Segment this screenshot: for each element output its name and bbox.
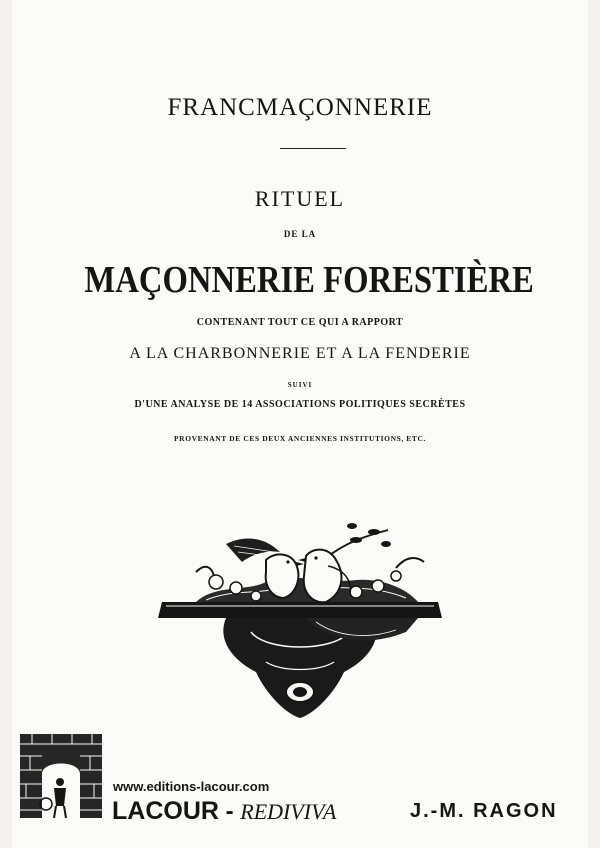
- publisher-name: [112, 797, 336, 826]
- analyse-line: D'UNE ANALYSE DE 14 ASSOCIATIONS POLITIQUES SECRÈTES: [134, 399, 466, 410]
- charbonnerie-line: A LA CHARBONNERIE ET A LA FENDERIE: [129, 345, 471, 362]
- publisher-dash: -: [218, 798, 241, 825]
- publisher-logo-archway: [18, 730, 104, 820]
- series-title: FRANCMAÇONNERIE: [167, 94, 433, 121]
- publisher-rediviva: REDIVIVA: [240, 799, 337, 824]
- provenant-line: PROVENANT DE CES DEUX ANCIENNES INSTITUTIONS, ETC.: [174, 434, 426, 443]
- divider-rule: [280, 148, 346, 149]
- publisher-website: www.editions-lacour.com: [113, 779, 270, 794]
- publisher-lacour: LACOUR: [112, 797, 219, 825]
- author-name: J.-M. RAGON: [410, 800, 558, 822]
- de-la-text: DE LA: [283, 229, 317, 239]
- rituel-heading: RITUEL: [254, 186, 346, 211]
- doves-vignette-illustration: [156, 522, 446, 722]
- contenant-line: CONTENANT TOUT CE QUI A RAPPORT: [196, 317, 404, 328]
- main-title: MAÇONNERIE FORESTIÈRE: [84, 259, 534, 301]
- suivi-line: SUIVI: [287, 381, 313, 389]
